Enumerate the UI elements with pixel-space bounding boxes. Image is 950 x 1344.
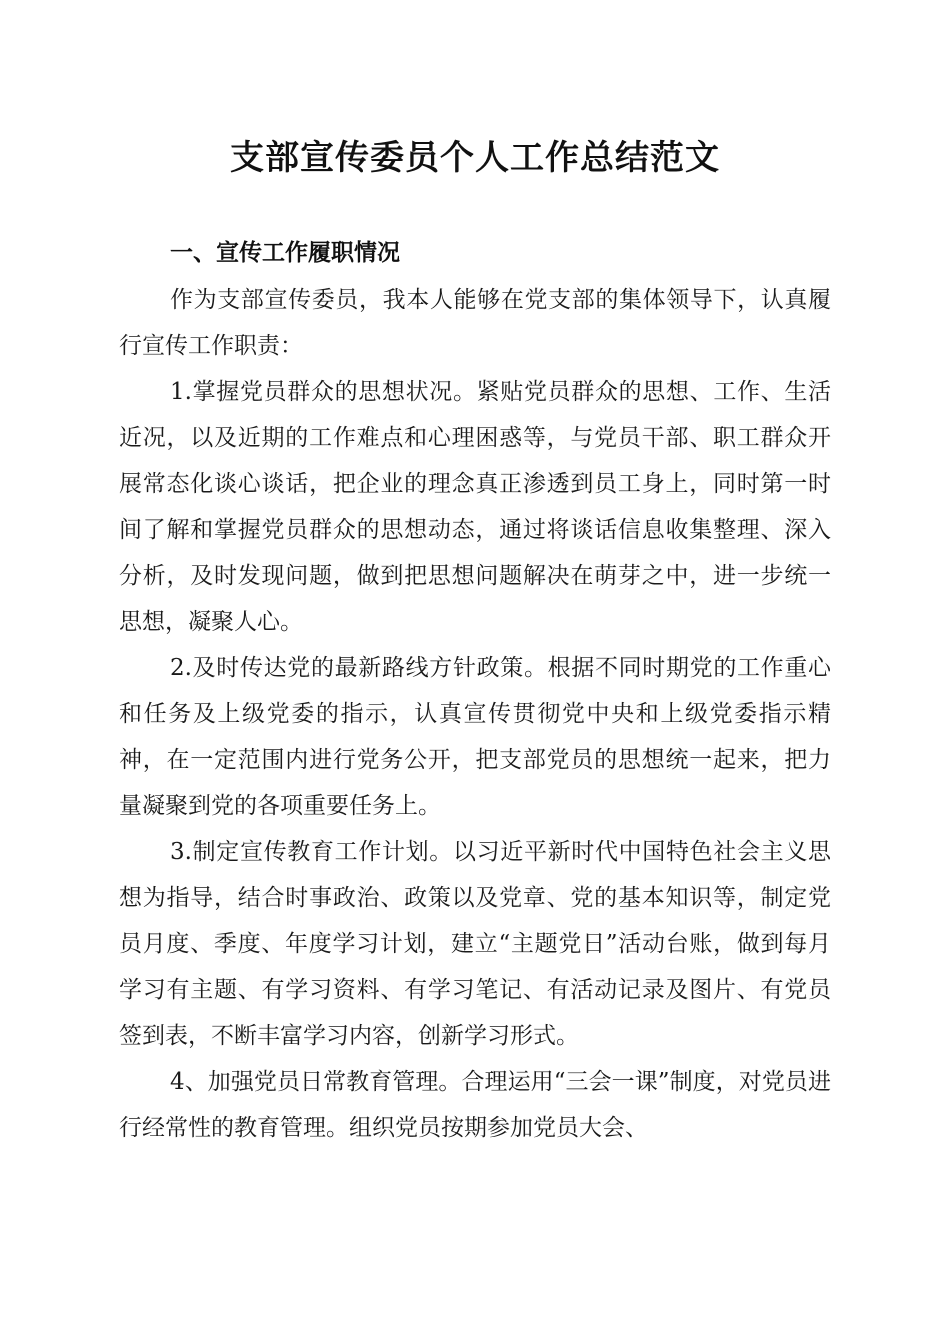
paragraph-item-4: 4、加强党员日常教育管理。合理运用“三会一课”制度，对党员进行经常性的教育管理。组织党员按期参加党员大会、 [119,1069,831,1141]
paragraph-item-2: 2.及时传达党的最新路线方针政策。根据不同时期党的工作重心和任务及上级党委的指示，认真宣传贯彻党中央和上级党委指示精神，在一定范围内进行党务公开，把支部党员的思想统一起来，把力量凝聚到党的各项重要任务上。 [119,655,831,819]
paragraph-item-1: 1.掌握党员群众的思想状况。紧贴党员群众的思想、工作、生活近况，以及近期的工作难点和心理困惑等，与党员干部、职工群众开展常态化谈心谈话，把企业的理念真正渗透到员工身上，同时第一时间了解和掌握党员群众的思想动态，通过将谈话信息收集整理、深入分析，及时发现问题，做到把思想问题解决在萌芽之中，进一步统一思想，凝聚人心。 [119,379,831,635]
document-title: 支部宣传委员个人工作总结范文 [230,138,720,178]
paragraph-intro: 作为支部宣传委员，我本人能够在党支部的集体领导下，认真履行宣传工作职责： [119,287,831,359]
document-body [119,277,831,1151]
section-heading: 一、宣传工作履职情况 [170,240,400,266]
paragraph-item-3: 3.制定宣传教育工作计划。以习近平新时代中国特色社会主义思想为指导，结合时事政治、政策以及党章、党的基本知识等，制定党员月度、季度、年度学习计划，建立“主题党日”活动台账，做到每月学习有主题、有学习资料、有学习笔记、有活动记录及图片、有党员签到表，不断丰富学习内容，创新学习形式。 [119,839,831,1049]
